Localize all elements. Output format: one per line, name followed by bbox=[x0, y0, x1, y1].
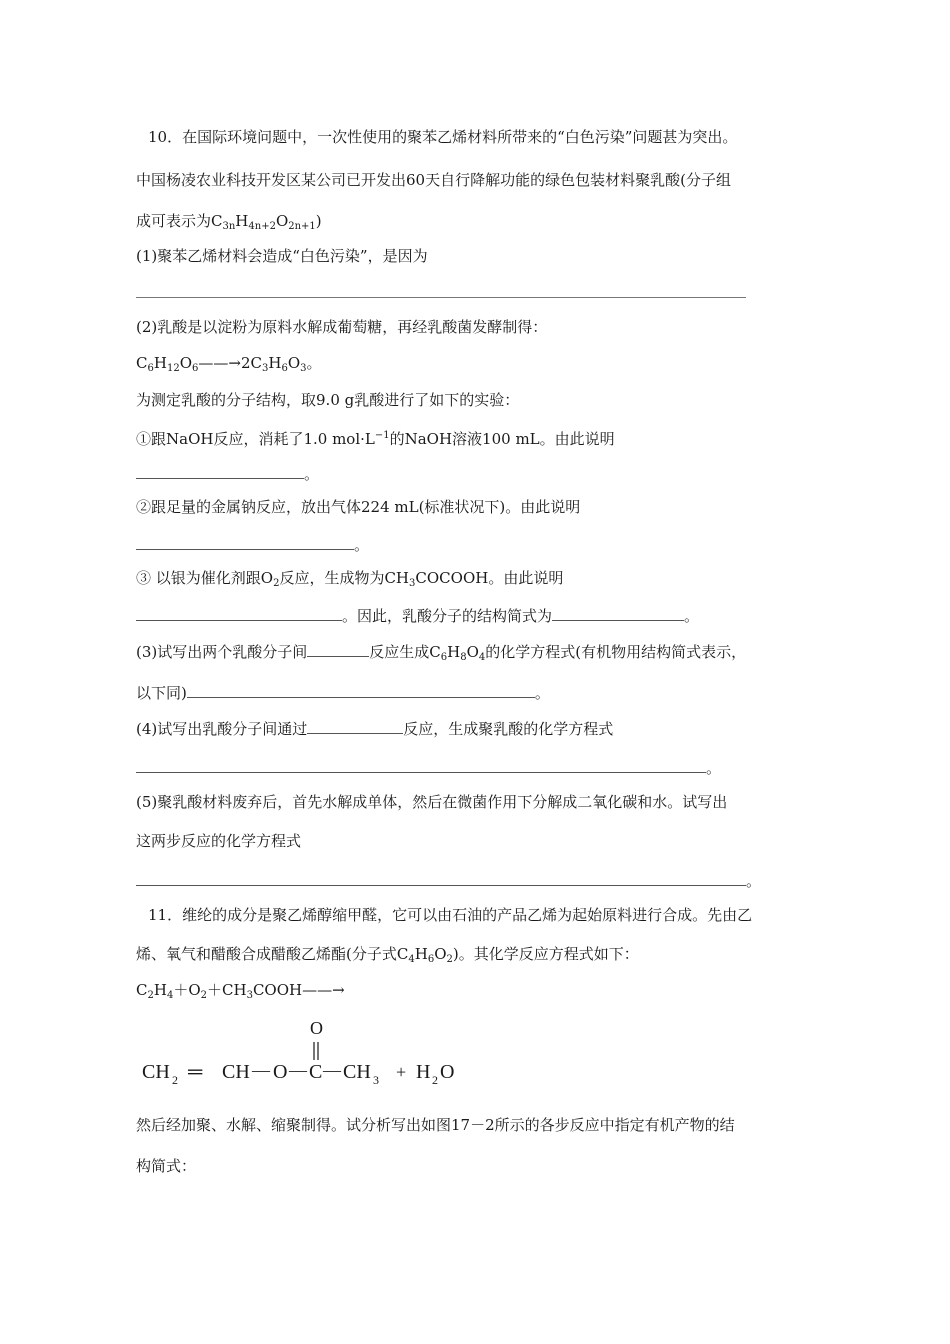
q10-line-1: 10．在国际环境问题中，一次性使用的聚苯乙烯材料所带来的“白色污染”问题甚为突出。 bbox=[148, 128, 738, 146]
ester-oxygen: O bbox=[273, 1061, 288, 1083]
q10-part-5: (5)聚乳酸材料废弃后，首先水解成单体，然后在微菌作用下分解成二氧化碳和水。试写出 bbox=[136, 793, 728, 811]
q10-part-1: (1)聚苯乙烯材料会造成“白色污染”，是因为 bbox=[136, 247, 428, 265]
q10-line-3: 成可表示为$C_{3n}H_{4n+2}O_{2n+1}$) bbox=[136, 212, 322, 232]
q10-answer-5: 。 bbox=[136, 869, 761, 891]
q10-experiment-3: ③ 以银为催化剂跟$O_2$反应，生成物为$CH_3COCOOH$。由此说明 bbox=[136, 569, 564, 589]
q11-line-4: 构简式： bbox=[136, 1157, 197, 1175]
answer-blank[interactable] bbox=[136, 869, 746, 886]
answer-blank[interactable] bbox=[136, 756, 706, 773]
ch3-subscript: 3 bbox=[373, 1073, 379, 1087]
q10-line-2: 中国杨凌农业科技开发区某公司已开发出60天自行降解功能的绿色包装材料聚乳酸(分子组 bbox=[136, 171, 731, 189]
q10-experiment-2: ②跟足量的金属钠反应，放出气体224 mL(标准状况下)。由此说明 bbox=[136, 498, 581, 516]
answer-blank[interactable] bbox=[552, 604, 684, 621]
q10-part-5-cont: 这两步反应的化学方程式 bbox=[136, 832, 302, 850]
q10-part-2-intro: 为测定乳酸的分子结构，取9.0 g乳酸进行了如下的实验： bbox=[136, 391, 520, 409]
q10-experiment-1: ①跟NaOH反应，消耗了1.0 $mol\cdot L^{-1}$的NaOH溶液100 mL。由此说明 bbox=[136, 430, 615, 448]
answer-blank[interactable] bbox=[307, 717, 403, 734]
water-o: O bbox=[440, 1061, 455, 1083]
ch-group: CH bbox=[222, 1061, 250, 1083]
ch3-group: CH bbox=[343, 1061, 371, 1083]
water-subscript: 2 bbox=[432, 1073, 438, 1087]
q10-equation-1: $C_6H_{12}O_6——\to 2C_3H_6O_3$。 bbox=[136, 354, 322, 374]
carbonyl-carbon: C bbox=[309, 1061, 323, 1083]
answer-blank[interactable] bbox=[187, 681, 535, 698]
q11-line-1: 11．维纶的成分是聚乙烯醇缩甲醛，它可以由石油的产品乙烯为起始原料进行合成。先由乙 bbox=[148, 906, 753, 924]
q10-answer-3: 。因此，乳酸分子的结构简式为 。 bbox=[136, 604, 699, 626]
carbonyl-oxygen: O bbox=[310, 1018, 323, 1038]
q10-part-2: (2)乳酸是以淀粉为原料水解成葡萄糖，再经乳酸菌发酵制得： bbox=[136, 318, 548, 336]
ch2-group: CH bbox=[142, 1061, 170, 1083]
single-bond: — bbox=[323, 1060, 341, 1080]
double-bond: ═ bbox=[188, 1061, 203, 1083]
single-bond: — bbox=[252, 1060, 270, 1080]
answer-blank[interactable] bbox=[136, 604, 342, 621]
answer-blank[interactable] bbox=[136, 462, 304, 479]
ch2-subscript: 2 bbox=[172, 1073, 178, 1087]
q11-line-2: 烯、氧气和醋酸合成醋酸乙烯酯(分子式$C_4H_6O_2$)。其化学反应方程式如下： bbox=[136, 945, 639, 965]
q10-part-3-cont: 以下同) 。 bbox=[136, 681, 550, 703]
answer-blank[interactable] bbox=[307, 640, 369, 657]
vinyl-acetate-structural-formula bbox=[140, 1012, 480, 1092]
q10-answer-4: 。 bbox=[136, 756, 721, 778]
q10-answer-1: 。 bbox=[136, 462, 319, 484]
q11-equation: $C_2H_4+O_2+CH_3COOH——\to$ bbox=[136, 981, 345, 1001]
answer-line-1[interactable] bbox=[136, 297, 746, 298]
q11-line-3: 然后经加聚、水解、缩聚制得。试分析写出如图17－2所示的各步反应中指定有机产物的结 bbox=[136, 1116, 735, 1134]
q10-answer-2: 。 bbox=[136, 533, 369, 555]
q10-part-4: (4)试写出乳酸分子间通过 反应，生成聚乳酸的化学方程式 bbox=[136, 717, 613, 739]
answer-blank[interactable] bbox=[136, 533, 354, 550]
water-h: H bbox=[416, 1061, 431, 1083]
q10-part-3: (3)试写出两个乳酸分子间 反应生成$C_6H_8O_4$的化学方程式(有机物用结构简式表示， bbox=[136, 640, 746, 668]
single-bond: — bbox=[289, 1060, 307, 1080]
plus-sign: + bbox=[396, 1062, 407, 1082]
